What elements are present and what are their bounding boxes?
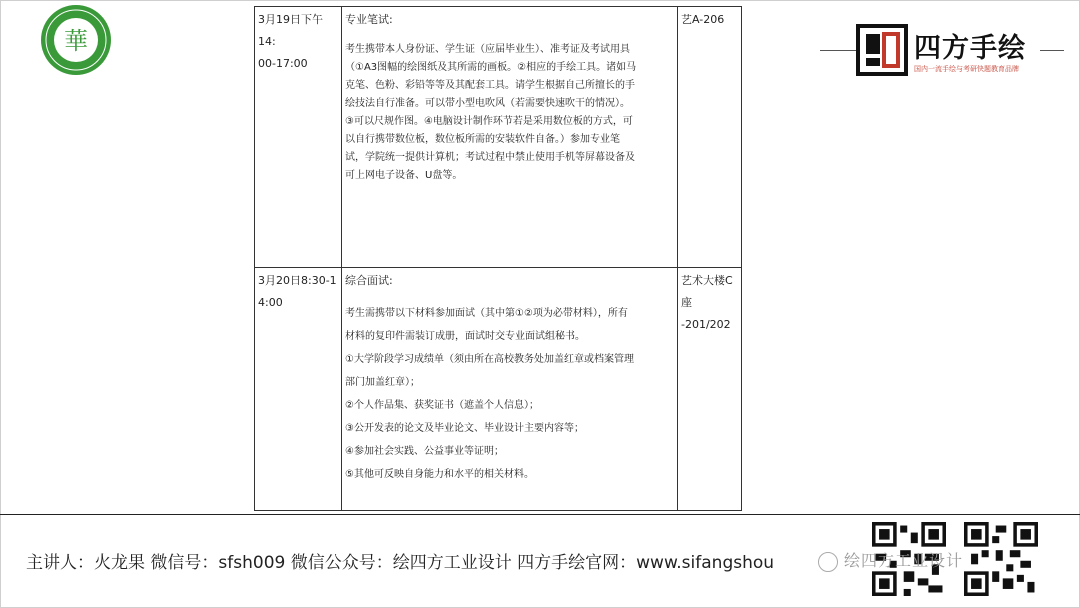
row2-line: 考生需携带以下材料参加面试（其中第①②项为必带材料），所有: [345, 308, 628, 319]
row2-time-line1: 3月20日8:30-1: [258, 274, 337, 287]
row2-content: [345, 270, 675, 486]
row1-line: （①A3图幅的绘图纸及其所需的画板。②相应的手绘工具。诸如马: [345, 62, 637, 73]
wechat-icon: [818, 552, 838, 572]
table-col-divider: [341, 7, 342, 510]
brand-divider-left: [820, 50, 858, 51]
university-logo: [40, 4, 112, 76]
watermark-text: 绘四方工业设计: [844, 551, 964, 570]
row2-line: ③公开发表的论文及毕业论文、毕业设计主要内容等；: [345, 423, 584, 434]
brand-divider-right: [1040, 50, 1064, 51]
table-row-divider: [255, 267, 741, 268]
table-col-divider: [677, 7, 678, 510]
row2-body: [345, 302, 675, 486]
brand-name: 四方手绘: [914, 33, 1026, 64]
row2-line: ①大学阶段学习成绩单（须由所在高校教务处加盖红章或档案管理: [345, 354, 634, 365]
brand-logo: [856, 24, 1056, 80]
row1-line: 以自行携带数位板，数位板所需的安装软件自备。）参加专业笔: [345, 134, 620, 145]
row2-time-line2: 4:00: [258, 296, 283, 309]
row2-location-line1: 艺术大楼C座: [681, 274, 733, 309]
row2-line: ②个人作品集、获奖证书（遮盖个人信息）；: [345, 400, 539, 411]
row1-title: 专业笔试:: [345, 13, 393, 26]
row2-line: ⑤其他可反映自身能力和水平的相关材料。: [345, 469, 534, 480]
wechat-watermark: [818, 548, 963, 572]
row2-location-line2: -201/202: [681, 318, 731, 331]
row1-line: 考生携带本人身份证、学生证（应届毕业生）、准考证及考试用具: [345, 44, 630, 55]
row1-line: 试，学院统一提供计算机；考试过程中禁止使用手机等屏幕设备及: [345, 152, 635, 163]
qr-code-icon: [964, 522, 1038, 596]
footer-divider: [0, 514, 1080, 515]
brand-mark-icon: [856, 24, 908, 76]
svg-text:華: 華: [64, 27, 88, 55]
row1-time: [258, 9, 340, 75]
row2-line: 材料的复印件需装订成册，面试时交专业面试组秘书。: [345, 331, 585, 342]
row1-line: 克笔、色粉、彩铅等等及其配套工具。请学生根据自己所擅长的手: [345, 80, 635, 91]
row1-line: 可上网电子设备、U盘等。: [345, 170, 463, 181]
brand-tagline: 国内一流手绘与考研快题教育品牌: [914, 65, 1019, 73]
row1-line: 绘技法自行准备。可以带小型电吹风（若需要快速吹干的情况）。: [345, 98, 630, 109]
row1-line: ③可以尺规作图。④电脑设计制作环节若是采用数位板的方式，可: [345, 116, 633, 127]
footer-info: 主讲人：火龙果 微信号：sfsh009 微信公众号：绘四方工业设计 四方手绘官网：www.sifangshou: [26, 553, 775, 573]
row2-title: 综合面试:: [345, 274, 393, 287]
row2-time: [258, 270, 340, 314]
row1-time-line1: 3月19日下午14:: [258, 13, 323, 48]
row2-line: ④参加社会实践、公益事业等证明；: [345, 446, 504, 457]
row1-body: [345, 41, 675, 185]
row1-time-line2: 00-17:00: [258, 57, 308, 70]
schedule-table: [254, 6, 742, 511]
row2-line: 部门加盖红章）；: [345, 377, 420, 388]
row1-location: 艺A-206: [681, 13, 725, 26]
row1-content: [345, 9, 675, 185]
row2-location: [681, 270, 743, 336]
